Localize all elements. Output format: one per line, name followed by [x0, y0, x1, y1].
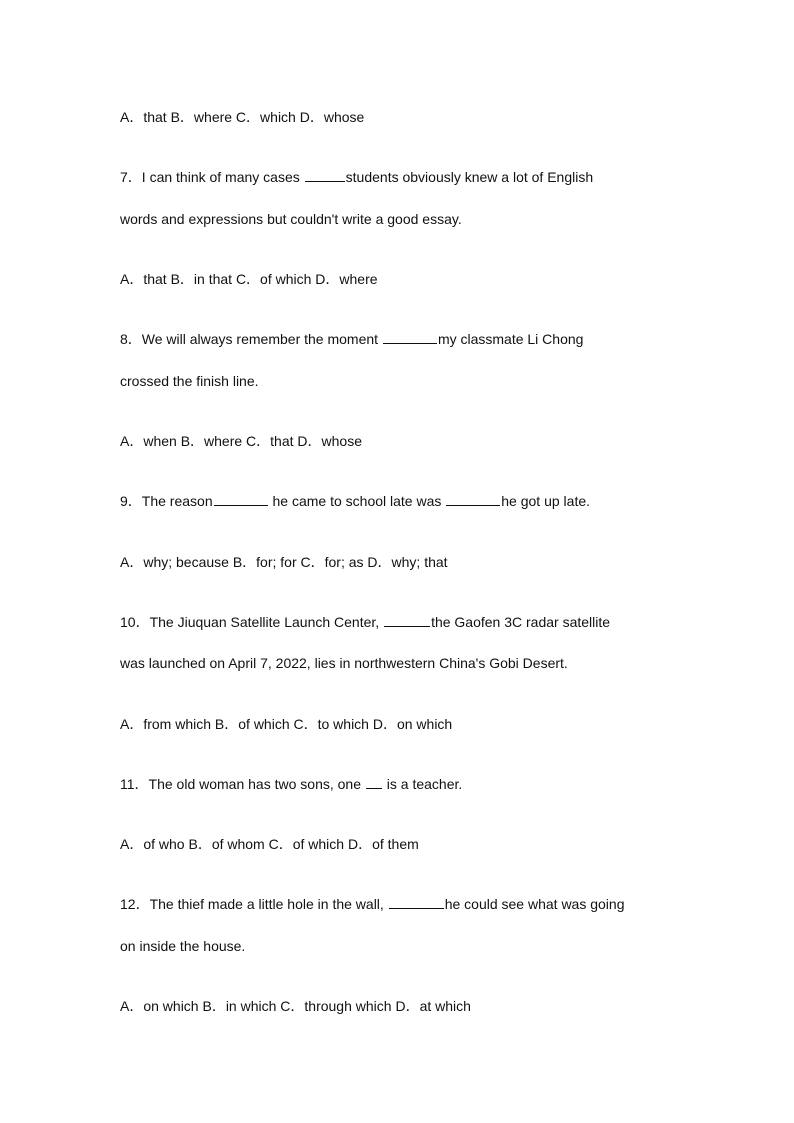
question-10-line-1: [120, 613, 610, 631]
question-12-text-a: 12．The thief made a little hole in the wall,: [120, 896, 384, 912]
question-9-line-1: [120, 492, 590, 510]
question-8-text-c: crossed the finish line.: [120, 373, 259, 389]
document-page: [120, 0, 680, 1123]
options-9-text: A．why; because B．for; for C．for; as D．why; that: [120, 554, 448, 570]
options-12-text: A．on which B．in which C．through which D．at which: [120, 998, 471, 1014]
options-7: [120, 270, 378, 288]
question-7-line-2: [120, 210, 462, 228]
answer-blank: [389, 895, 444, 909]
question-7-text-c: words and expressions but couldn't write a good essay.: [120, 211, 462, 227]
options-10: [120, 715, 452, 733]
options-9: [120, 553, 448, 571]
answer-blank: [214, 492, 268, 506]
question-10-text-b: the Gaofen 3C radar satellite: [431, 614, 611, 630]
question-8-line-1: [120, 330, 583, 348]
question-8-line-2: [120, 372, 259, 390]
question-8-text-a: 8．We will always remember the moment: [120, 331, 379, 347]
question-9-text-a: 9．The reason: [120, 493, 213, 509]
question-7-text-a: 7．I can think of many cases: [120, 169, 300, 185]
options-11-text: A．of who B．of whom C．of which D．of them: [120, 836, 419, 852]
question-10-line-2: [120, 654, 568, 672]
options-6: [120, 108, 364, 126]
options-8: [120, 432, 362, 450]
question-10-text-a: 10．The Jiuquan Satellite Launch Center,: [120, 614, 380, 630]
question-8-text-b: my classmate Li Chong: [437, 331, 584, 347]
question-12-line-2: [120, 937, 245, 955]
options-6-text: A．that B．where C．which D．whose: [120, 109, 365, 125]
question-9-text-b: he came to school late was: [272, 493, 442, 509]
options-8-text: A．when B．where C．that D．whose: [120, 433, 362, 449]
options-12: [120, 997, 471, 1015]
question-12-text-c: on inside the house.: [120, 938, 246, 954]
options-11: [120, 835, 419, 853]
answer-blank: [446, 492, 500, 506]
answer-blank: [305, 168, 345, 182]
question-9-text-c: he got up late.: [501, 493, 591, 509]
options-10-text: A．from which B．of which C．to which D．on which: [120, 716, 453, 732]
question-11-line-1: [120, 775, 462, 793]
question-7-text-b: students obviously knew a lot of English: [345, 169, 594, 185]
question-10-text-c: was launched on April 7, 2022, lies in northwestern China's Gobi Desert.: [120, 655, 568, 671]
question-7-line-1: [120, 168, 593, 186]
question-12-line-1: [120, 895, 625, 913]
question-11-text-b: is a teacher.: [386, 776, 463, 792]
question-12-text-b: he could see what was going: [444, 896, 625, 912]
answer-blank: [366, 775, 382, 789]
answer-blank: [383, 330, 437, 344]
options-7-text: A．that B．in that C．of which D．where: [120, 271, 378, 287]
answer-blank: [384, 613, 430, 627]
question-11-text-a: 11．The old woman has two sons, one: [120, 776, 361, 792]
